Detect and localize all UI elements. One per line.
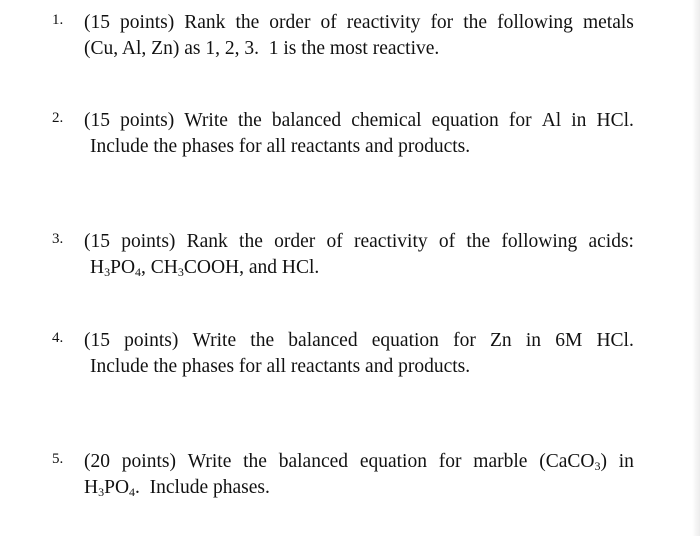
formula-part: (CaCO xyxy=(539,451,595,472)
word: 6M xyxy=(555,330,583,351)
question-number: 5. xyxy=(52,451,64,467)
subscript: 3 xyxy=(104,265,111,279)
word: following xyxy=(501,231,578,252)
question-line-2: (Cu, Al, Zn) as 1, 2, 3. 1 is the most reactive. xyxy=(84,38,440,59)
word: HCl. xyxy=(596,330,634,351)
question-2 xyxy=(52,108,634,160)
word: points) xyxy=(124,330,179,351)
word: Write xyxy=(192,330,237,351)
word: equation xyxy=(359,451,427,472)
word: for xyxy=(430,12,454,33)
word: Rank xyxy=(184,12,226,33)
word: of xyxy=(326,231,343,252)
question-number: 4. xyxy=(52,330,64,346)
question-line-2 xyxy=(84,255,634,281)
subscript: 3 xyxy=(594,459,601,473)
question-number: 1. xyxy=(52,12,64,28)
word: Write xyxy=(184,110,228,131)
question-line-1 xyxy=(84,229,634,255)
word: the xyxy=(250,330,275,351)
question-text xyxy=(84,449,634,501)
question-line-2: Include the phases for all reactants and products. xyxy=(90,136,471,157)
word: points) xyxy=(120,12,175,33)
question-line-1 xyxy=(84,10,634,36)
word: in xyxy=(525,330,542,351)
word: Al xyxy=(541,110,562,131)
question-number: 2. xyxy=(52,110,64,126)
subscript: 4 xyxy=(135,265,142,279)
question-text xyxy=(84,10,634,62)
word: Zn xyxy=(490,330,512,351)
formula-part: H xyxy=(90,257,105,278)
word: points) xyxy=(120,110,175,131)
question-4 xyxy=(52,328,634,380)
formula-part: PO xyxy=(104,477,130,498)
word: acids: xyxy=(588,231,634,252)
formula-part: H xyxy=(84,477,99,498)
word: of xyxy=(320,12,337,33)
subscript: 3 xyxy=(98,485,105,499)
question-line-2-text: . Include phases. xyxy=(135,477,270,498)
word: the xyxy=(463,12,488,33)
word: equation xyxy=(431,110,499,131)
word: reactivity xyxy=(353,231,428,252)
word: order xyxy=(274,231,316,252)
subscript: 3 xyxy=(177,265,184,279)
formula-part: ) xyxy=(600,451,607,472)
formula-part: PO xyxy=(110,257,136,278)
word: (15 xyxy=(84,231,110,252)
question-number: 3. xyxy=(52,231,64,247)
formula-phosphoric-acid xyxy=(90,257,141,278)
word: Write xyxy=(187,451,232,472)
word: the xyxy=(239,231,263,252)
word: marble xyxy=(473,451,528,472)
word: equation xyxy=(371,330,439,351)
word: chemical xyxy=(351,110,422,131)
word: the xyxy=(243,451,267,472)
question-text xyxy=(84,108,634,160)
question-3 xyxy=(52,229,634,281)
word: the xyxy=(466,231,491,252)
word: (15 xyxy=(84,330,110,351)
page-edge-shadow xyxy=(692,0,700,536)
separator: , xyxy=(141,257,151,278)
word: for xyxy=(453,330,476,351)
word: balanced xyxy=(278,451,349,472)
question-line-2: Include the phases for all reactants and products. xyxy=(90,356,471,377)
subscript: 4 xyxy=(129,485,136,499)
word: following xyxy=(497,12,573,33)
formula-part: CH xyxy=(150,257,178,278)
question-line-1 xyxy=(84,328,634,354)
question-line-1 xyxy=(84,108,634,134)
word: order xyxy=(269,12,311,33)
word: points) xyxy=(121,451,176,472)
word: (15 xyxy=(84,110,110,131)
word: balanced xyxy=(271,110,342,131)
question-text xyxy=(84,229,634,281)
word: points) xyxy=(121,231,176,252)
formula-part: COOH xyxy=(183,257,240,278)
word: (20 xyxy=(84,451,110,472)
word: reactivity xyxy=(346,12,421,33)
question-line-1 xyxy=(84,449,634,475)
word: Rank xyxy=(186,231,228,252)
word: (15 xyxy=(84,12,110,33)
word: balanced xyxy=(288,330,358,351)
question-line-2 xyxy=(84,475,634,501)
word: in xyxy=(618,451,634,472)
separator: , and xyxy=(239,257,282,278)
word: in xyxy=(571,110,587,131)
question-1 xyxy=(52,10,634,62)
word: metals xyxy=(582,12,634,33)
question-5 xyxy=(52,449,634,501)
word: the xyxy=(235,12,260,33)
question-text xyxy=(84,328,634,380)
formula-hydrochloric-acid: HCl. xyxy=(281,257,320,278)
formula-calcium-carbonate xyxy=(539,449,607,475)
word: for xyxy=(438,451,462,472)
word: for xyxy=(508,110,532,131)
word: the xyxy=(237,110,262,131)
word: of xyxy=(438,231,456,252)
formula-acetic-acid xyxy=(151,257,239,278)
formula-phosphoric-acid xyxy=(84,477,135,498)
word: HCl. xyxy=(596,110,634,131)
